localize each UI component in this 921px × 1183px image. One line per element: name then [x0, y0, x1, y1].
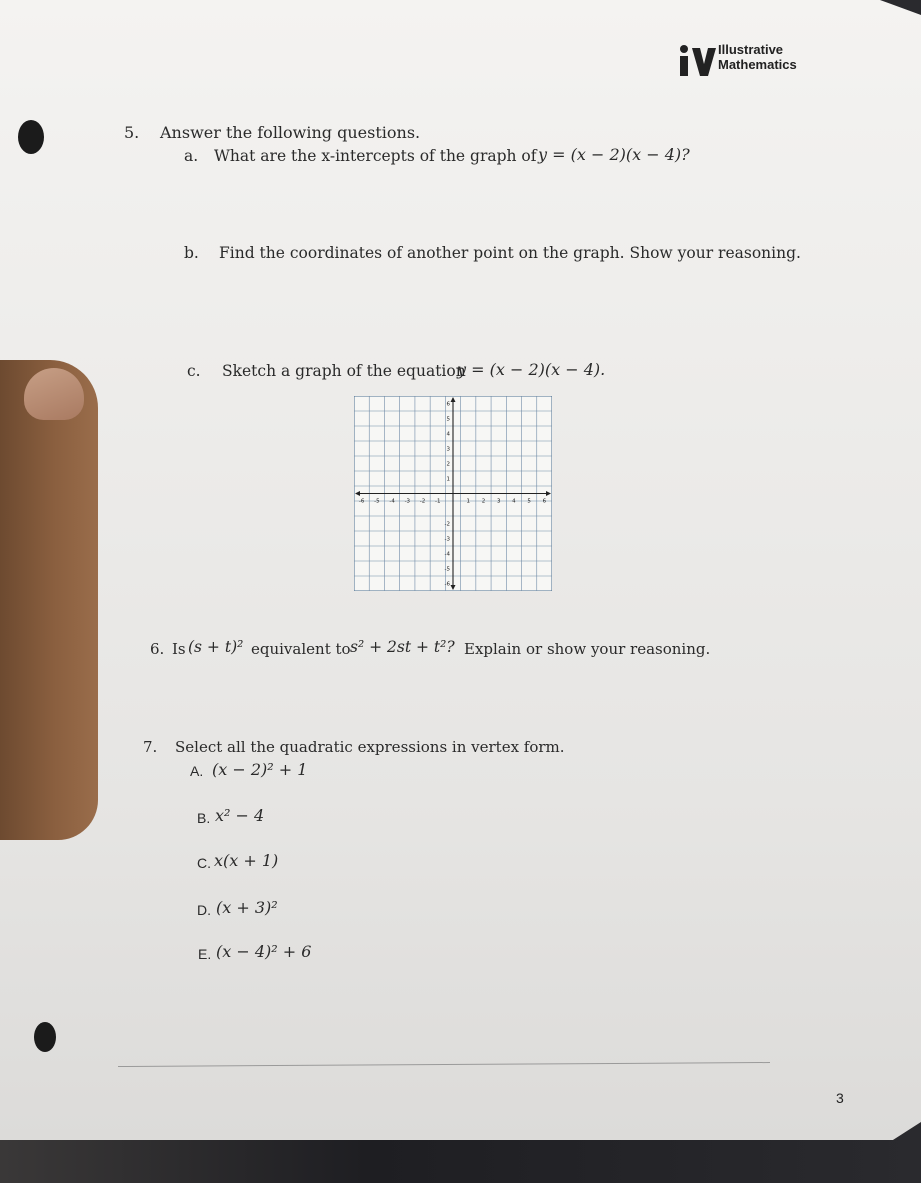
- option-d-expr[interactable]: (x + 3)²: [216, 898, 278, 917]
- question-6-expr-2: s² + 2st + t²?: [350, 638, 455, 656]
- page-number: 3: [836, 1090, 844, 1106]
- logo-line-1: Illustrative: [718, 42, 784, 57]
- x-tick-label: -1: [435, 498, 441, 505]
- y-tick-label: 6: [446, 401, 450, 408]
- question-6-is: Is: [172, 640, 186, 658]
- y-tick-label: 2: [446, 461, 450, 468]
- question-5-prompt: Answer the following questions.: [160, 123, 421, 142]
- option-e-expr[interactable]: (x − 4)² + 6: [216, 942, 312, 961]
- y-tick-label: -5: [444, 566, 450, 573]
- x-tick-label: -5: [374, 498, 380, 505]
- option-b-expr[interactable]: x² − 4: [215, 806, 265, 825]
- logo-line-2: Mathematics: [718, 57, 797, 72]
- question-7-prompt: Select all the quadratic expressions in vertex form.: [175, 738, 565, 756]
- question-5c-text: Sketch a graph of the equation: [222, 362, 466, 380]
- question-5a-equation: y = (x − 2)(x − 4)?: [538, 145, 690, 164]
- option-b-letter[interactable]: B.: [197, 810, 211, 826]
- y-tick-label: -4: [444, 551, 450, 558]
- x-tick-label: 4: [512, 498, 516, 505]
- question-6-mid: equivalent to: [251, 640, 351, 658]
- question-6-number: 6.: [150, 640, 165, 658]
- y-tick-label: -2: [444, 521, 450, 528]
- y-tick-label: 5: [446, 416, 450, 423]
- option-a-letter[interactable]: A.: [190, 763, 204, 779]
- y-tick-label: 1: [446, 476, 450, 483]
- binder-hole: [34, 1022, 56, 1052]
- question-5b-label: b.: [184, 244, 199, 262]
- question-5b-text: Find the coordinates of another point on the graph. Show your reasoning.: [219, 244, 801, 262]
- x-tick-label: -2: [419, 498, 426, 505]
- x-tick-label: -3: [404, 498, 411, 505]
- illustrative-mathematics-logo-icon: [676, 44, 716, 78]
- question-5c-label: c.: [187, 362, 201, 380]
- question-6-post: Explain or show your reasoning.: [464, 640, 711, 658]
- x-tick-label: 2: [481, 498, 486, 505]
- option-d-letter[interactable]: D.: [197, 902, 211, 918]
- thumbnail: [24, 368, 84, 420]
- coordinate-grid[interactable]: [354, 396, 552, 591]
- y-tick-label: -3: [444, 536, 450, 543]
- option-a-expr[interactable]: (x − 2)² + 1: [212, 760, 308, 779]
- logo-text: [718, 42, 797, 72]
- x-tick-label: 5: [527, 498, 531, 505]
- option-c-expr[interactable]: x(x + 1): [214, 851, 279, 870]
- x-tick-label: 3: [496, 498, 501, 505]
- question-5a-text: What are the x-intercepts of the graph of: [214, 147, 537, 165]
- option-e-letter[interactable]: E.: [198, 946, 212, 962]
- hand-thumb: [0, 360, 98, 840]
- x-tick-label: 6: [542, 498, 547, 505]
- x-tick-label: 1: [466, 498, 470, 505]
- question-6-expr-1: (s + t)²: [188, 638, 244, 656]
- x-tick-label: -4: [389, 498, 395, 505]
- y-tick-label: -6: [444, 581, 450, 588]
- question-5c-equation: y = (x − 2)(x − 4).: [457, 360, 606, 379]
- question-5-number: 5.: [124, 123, 140, 142]
- x-tick-label: -6: [358, 498, 365, 505]
- question-7-number: 7.: [143, 738, 158, 756]
- question-5a-label: a.: [184, 147, 199, 165]
- binder-hole: [18, 120, 44, 154]
- y-tick-label: 4: [446, 431, 450, 438]
- y-tick-label: 3: [446, 446, 450, 453]
- option-c-letter[interactable]: C.: [197, 855, 211, 871]
